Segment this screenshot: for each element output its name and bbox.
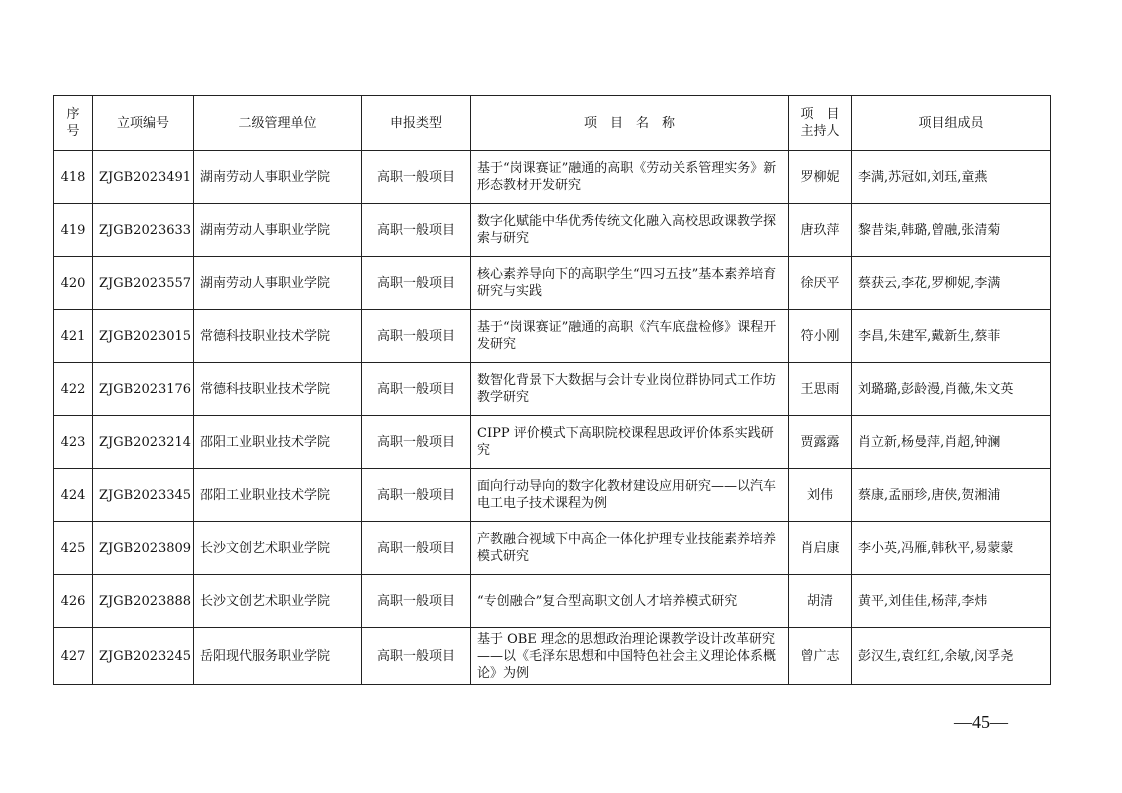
table-row: [54, 522, 1051, 575]
cell-members: 李小英,冯雁,韩秋平,易蒙蒙: [852, 522, 1051, 575]
cell-project-name: 核心素养导向下的高职学生“四习五技”基本素养培育研究与实践: [471, 257, 789, 310]
table-row: [54, 363, 1051, 416]
cell-seq: 418: [54, 151, 93, 204]
table-body: [54, 151, 1051, 685]
cell-unit: 常德科技职业技术学院: [194, 363, 362, 416]
cell-code: ZJGB2023214: [93, 416, 194, 469]
cell-members: 肖立新,杨曼萍,肖超,钟澜: [852, 416, 1051, 469]
cell-unit: 岳阳现代服务职业学院: [194, 628, 362, 685]
cell-unit: 邵阳工业职业技术学院: [194, 469, 362, 522]
page-number: —45—: [954, 712, 1008, 732]
cell-project-name: 基于“岗课赛证”融通的高职《劳动关系管理实务》新形态教材开发研究: [471, 151, 789, 204]
cell-project-name: 基于 OBE 理念的思想政治理论课教学设计改革研究——以《毛泽东思想和中国特色社会主义理论体系概论》为例: [471, 628, 789, 685]
cell-type: 高职一般项目: [362, 204, 471, 257]
table-row: [54, 416, 1051, 469]
table-row: [54, 151, 1051, 204]
header-code: 立项编号: [93, 96, 194, 151]
project-table: [53, 95, 1051, 685]
cell-code: ZJGB2023888: [93, 575, 194, 628]
cell-type: 高职一般项目: [362, 628, 471, 685]
cell-code: ZJGB2023345: [93, 469, 194, 522]
cell-seq: 425: [54, 522, 93, 575]
cell-project-name: 面向行动导向的数字化教材建设应用研究——以汽车电工电子技术课程为例: [471, 469, 789, 522]
cell-unit: 邵阳工业职业技术学院: [194, 416, 362, 469]
cell-type: 高职一般项目: [362, 522, 471, 575]
table-row: [54, 628, 1051, 685]
cell-members: 彭汉生,袁红红,余敏,闵孚尧: [852, 628, 1051, 685]
cell-type: 高职一般项目: [362, 469, 471, 522]
cell-type: 高职一般项目: [362, 257, 471, 310]
cell-project-name: 数字化赋能中华优秀传统文化融入高校思政课教学探索与研究: [471, 204, 789, 257]
cell-seq: 420: [54, 257, 93, 310]
cell-code: ZJGB2023015: [93, 310, 194, 363]
cell-members: 李昌,朱建军,戴新生,蔡菲: [852, 310, 1051, 363]
table-header-row: [54, 96, 1051, 151]
cell-host: 肖启康: [789, 522, 852, 575]
cell-seq: 427: [54, 628, 93, 685]
cell-unit: 长沙文创艺术职业学院: [194, 575, 362, 628]
cell-seq: 424: [54, 469, 93, 522]
cell-members: 刘璐璐,彭龄漫,肖薇,朱文英: [852, 363, 1051, 416]
cell-host: 曾广志: [789, 628, 852, 685]
header-unit: 二级管理单位: [194, 96, 362, 151]
cell-seq: 419: [54, 204, 93, 257]
cell-host: 刘伟: [789, 469, 852, 522]
cell-members: 李满,苏冠如,刘珏,童燕: [852, 151, 1051, 204]
cell-type: 高职一般项目: [362, 363, 471, 416]
cell-unit: 湖南劳动人事职业学院: [194, 151, 362, 204]
header-members: 项目组成员: [852, 96, 1051, 151]
cell-seq: 421: [54, 310, 93, 363]
cell-unit: 湖南劳动人事职业学院: [194, 204, 362, 257]
cell-members: 黄平,刘佳佳,杨萍,李炜: [852, 575, 1051, 628]
cell-project-name: 数智化背景下大数据与会计专业岗位群协同式工作坊教学研究: [471, 363, 789, 416]
cell-type: 高职一般项目: [362, 151, 471, 204]
header-type: 申报类型: [362, 96, 471, 151]
cell-project-name: 基于“岗课赛证”融通的高职《汽车底盘检修》课程开发研究: [471, 310, 789, 363]
cell-host: 王思雨: [789, 363, 852, 416]
table-row: [54, 204, 1051, 257]
header-host: 项 目 主持人: [789, 96, 852, 151]
cell-project-name: “专创融合”复合型高职文创人才培养模式研究: [471, 575, 789, 628]
cell-host: 贾露露: [789, 416, 852, 469]
cell-code: ZJGB2023245: [93, 628, 194, 685]
cell-members: 蔡康,孟丽珍,唐侠,贺湘浦: [852, 469, 1051, 522]
cell-type: 高职一般项目: [362, 575, 471, 628]
cell-project-name: 产教融合视域下中高企一体化护理专业技能素养培养模式研究: [471, 522, 789, 575]
cell-seq: 423: [54, 416, 93, 469]
cell-code: ZJGB2023491: [93, 151, 194, 204]
cell-host: 胡清: [789, 575, 852, 628]
cell-type: 高职一般项目: [362, 416, 471, 469]
table-row: [54, 575, 1051, 628]
table-row: [54, 257, 1051, 310]
cell-code: ZJGB2023633: [93, 204, 194, 257]
cell-unit: 常德科技职业技术学院: [194, 310, 362, 363]
cell-seq: 426: [54, 575, 93, 628]
cell-unit: 湖南劳动人事职业学院: [194, 257, 362, 310]
cell-members: 黎昔柒,韩璐,曾融,张清菊: [852, 204, 1051, 257]
cell-host: 符小刚: [789, 310, 852, 363]
cell-unit: 长沙文创艺术职业学院: [194, 522, 362, 575]
cell-code: ZJGB2023176: [93, 363, 194, 416]
cell-host: 徐厌平: [789, 257, 852, 310]
cell-seq: 422: [54, 363, 93, 416]
cell-type: 高职一般项目: [362, 310, 471, 363]
cell-host: 唐玖萍: [789, 204, 852, 257]
cell-host: 罗柳妮: [789, 151, 852, 204]
cell-project-name: CIPP 评价模式下高职院校课程思政评价体系实践研究: [471, 416, 789, 469]
header-seq: 序 号: [54, 96, 93, 151]
cell-members: 蔡获云,李花,罗柳妮,李满: [852, 257, 1051, 310]
header-name: 项 目 名 称: [471, 96, 789, 151]
table-row: [54, 469, 1051, 522]
cell-code: ZJGB2023557: [93, 257, 194, 310]
table-row: [54, 310, 1051, 363]
cell-code: ZJGB2023809: [93, 522, 194, 575]
